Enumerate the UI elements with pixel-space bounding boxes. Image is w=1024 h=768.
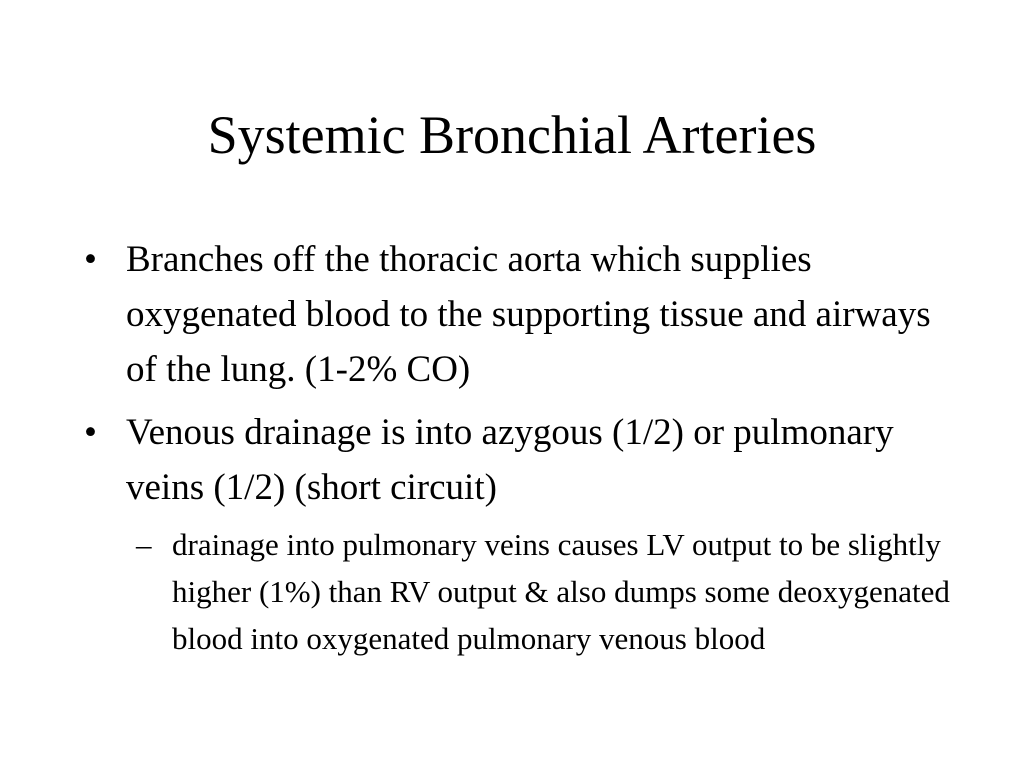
bullet-list [82, 232, 962, 670]
sub-bullet-list [126, 521, 962, 662]
bullet-text: Branches off the thoracic aorta which supplies oxygenated blood to the supporting tissue and airways of the lung. (1-2% CO) [126, 239, 931, 390]
sub-bullet-marker: – [136, 527, 152, 562]
sub-bullet-item [126, 521, 952, 662]
bullet-marker: • [84, 239, 97, 280]
bullet-marker: • [84, 412, 97, 453]
sub-bullet-text: drainage into pulmonary veins causes LV output to be slightly higher (1%) than RV output & also dumps some deoxygenated blood into oxygenated pulmonary venous blood [172, 527, 950, 656]
bullet-text: Venous drainage is into azygous (1/2) or pulmonary veins (1/2) (short circuit) [126, 412, 894, 508]
bullet-item [82, 232, 962, 397]
slide-title: Systemic Bronchial Arteries [207, 105, 817, 165]
bullet-item [82, 405, 962, 662]
